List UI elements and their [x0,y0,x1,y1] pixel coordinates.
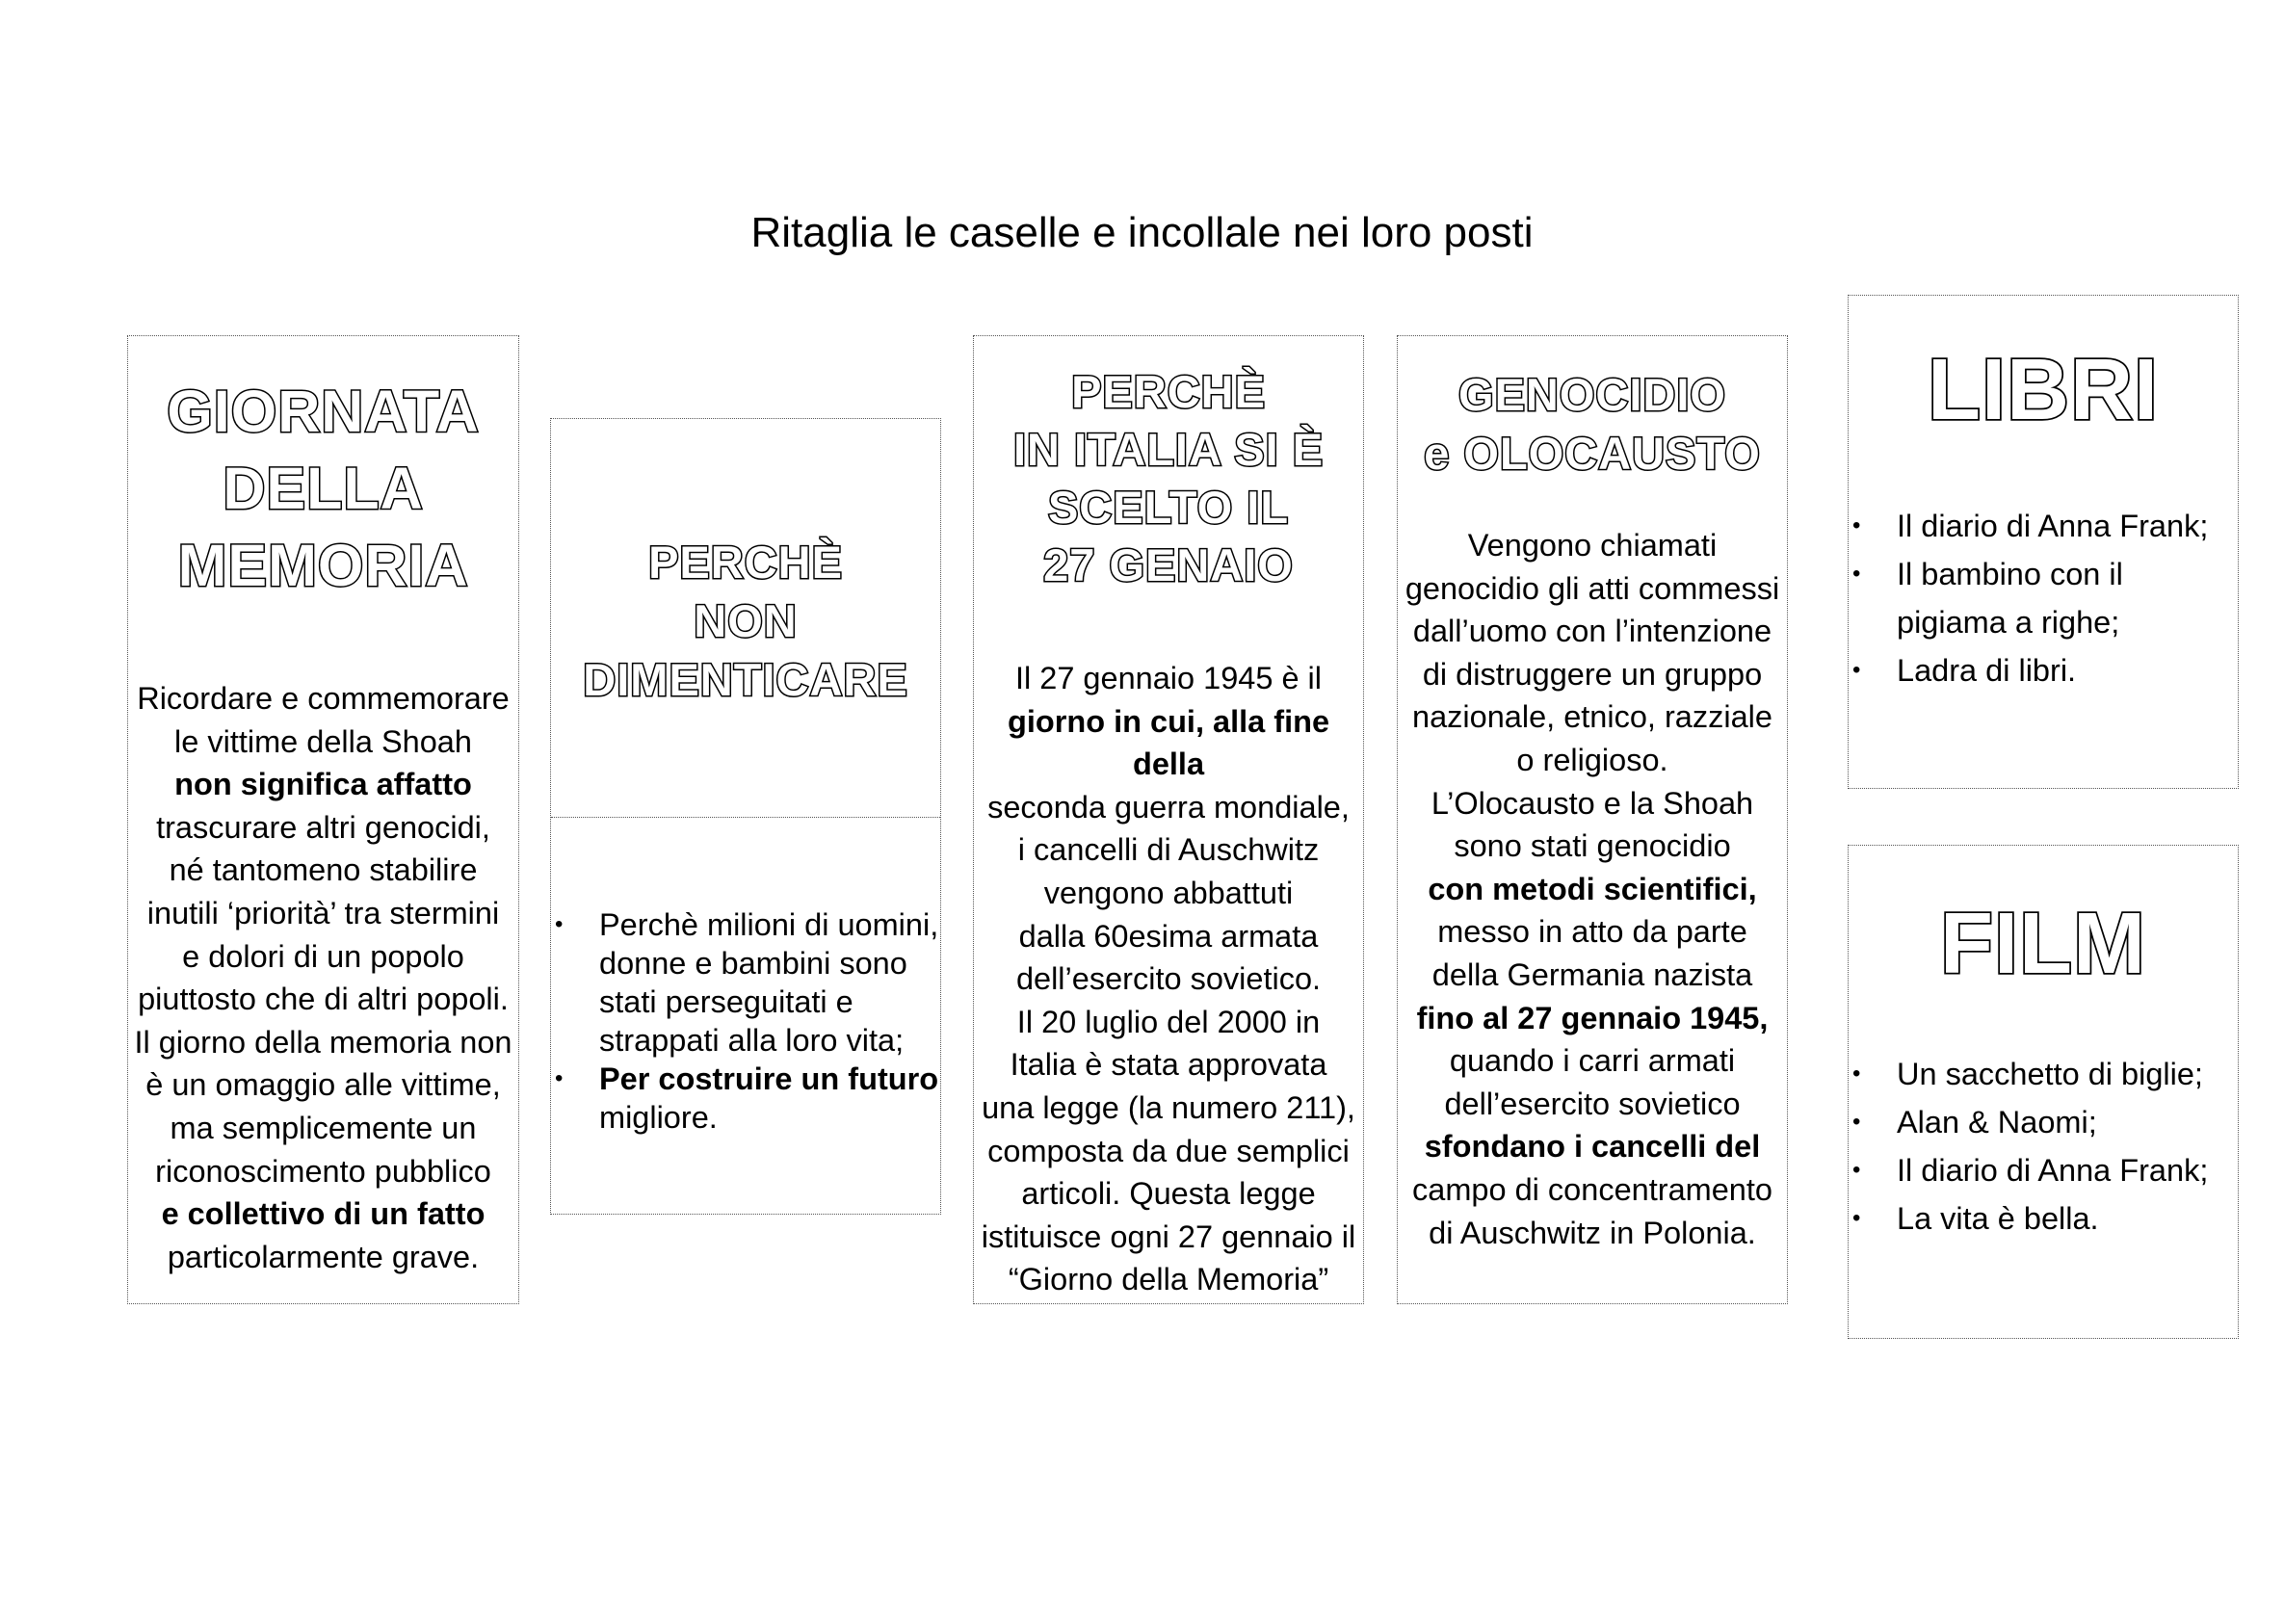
card-film [1848,845,2239,1339]
body-line: o religioso. [1516,742,1668,777]
list-item [1849,646,2238,694]
bullet-icon: • [1852,657,1861,683]
body-line: composta da due semplici [987,1133,1350,1168]
card-heading [551,533,940,709]
list-item [551,905,940,1060]
card-heading [128,373,518,604]
list-item [551,1060,940,1137]
body-line: dall’uomo con l’intenzione [1412,614,1772,649]
body-line: seconda guerra mondiale, [987,789,1350,825]
bullet-icon: • [1852,1061,1861,1087]
list-item [1849,1098,2238,1146]
body-line: non significa affatto [174,767,472,802]
card-heading [974,363,1363,594]
body-line: trascurare altri genocidi, [156,809,490,845]
heading-line: 27 GENAIO [1043,539,1294,590]
body-line: dell’esercito sovietico [1444,1086,1741,1121]
item-text: Il diario di Anna Frank; [1897,509,2209,543]
card-libri [1848,295,2239,789]
body-line: le vittime della Shoah [174,723,472,759]
body-line: di Auschwitz in Polonia. [1429,1215,1756,1250]
body-line: una legge (la numero 211), [982,1089,1355,1125]
body-line: dalla 60esima armata [1018,918,1319,954]
card-body [974,657,1363,1301]
body-line: fino al 27 gennaio 1945, [1416,1000,1769,1035]
bullet-icon: • [555,1065,564,1091]
body-line: L’Olocausto e la Shoah [1431,785,1754,821]
body-line: e dolori di un popolo [182,938,464,974]
heading-line: PERCHÈ [648,537,843,588]
item-text: Alan & Naomi; [1897,1105,2097,1139]
list-item [1849,1050,2238,1098]
item-text: La vita è bella. [1897,1201,2099,1236]
item-text: Ladra di libri. [1897,653,2077,688]
card-heading: FILM [1940,896,2146,992]
body-line: Ricordare e commemorare [137,681,510,716]
body-line: “Giorno della Memoria” [1008,1262,1329,1297]
body-line: né tantomeno stabilire [169,852,478,888]
item-text: Il diario di Anna Frank; [1897,1153,2209,1188]
body-line: i cancelli di Auschwitz [1017,832,1320,868]
item-line: migliore. [599,1100,718,1135]
card-giornata-della-memoria [127,335,519,1304]
body-line: Italia è stata approvata [1010,1047,1327,1083]
heading-line: NON [694,595,798,646]
body-line: quando i carri armati [1449,1043,1736,1079]
list-item [1849,550,2238,598]
body-line: e collettivo di un fatto [161,1196,486,1232]
body-line: campo di concentramento [1412,1171,1772,1207]
films-list [1849,1050,2238,1243]
body-line: particolarmente grave. [167,1239,480,1274]
bullet-icon: • [1852,561,1861,587]
list-item [1849,1146,2238,1194]
item-text: Il bambino con il [1897,557,2123,591]
card-genocidio-olocausto [1397,335,1788,1304]
body-line: istituisce ogni 27 gennaio il [981,1218,1356,1254]
body-line: vengono abbattuti [1043,875,1294,910]
heading-line: GENOCIDIO [1458,369,1726,420]
list-item [1849,598,2238,646]
body-line: Il 27 gennaio 1945 è il [1014,661,1323,695]
item-text: Un sacchetto di biglie; [1897,1057,2203,1091]
body-line: di distruggere un gruppo [1422,656,1763,692]
body-line: giorno in cui, alla fine della [1007,703,1330,782]
body-line: con metodi scientifici, [1428,871,1757,906]
card-body [1398,524,1787,1254]
bullet-icon: • [555,911,564,937]
body-line: inutili ‘priorità’ tra stermini [146,895,500,930]
card-body [128,677,518,1278]
heading-line: DIMENTICARE [583,654,908,705]
body-line: riconoscimento pubblico [155,1153,491,1189]
body-line: genocidio gli atti commessi [1405,570,1780,606]
heading-line: IN ITALIA SI È [1012,424,1325,475]
item-line: strappati alla loro vita; [599,1023,905,1058]
item-line: donne e bambini sono [599,946,907,981]
bullet-icon: • [1852,1205,1861,1231]
heading-line: SCELTO IL [1047,482,1290,533]
card-perche-27-gennaio [973,335,1364,1304]
heading-line: DELLA [223,456,424,521]
body-line: è un omaggio alle vittime, [145,1067,501,1103]
body-line: sfondano i cancelli del [1424,1129,1761,1165]
item-line: stati perseguitati e [599,984,853,1019]
card-heading: LIBRI [1928,342,2159,438]
body-line: ma semplicemente un [170,1110,477,1145]
body-line: Il 20 luglio del 2000 in [1016,1004,1321,1039]
body-line: dell’esercito sovietico. [1015,961,1322,997]
cut-line [551,817,940,818]
heading-line: GIORNATA [167,379,480,444]
bullet-icon: • [1852,1157,1861,1183]
body-line: Il giorno della memoria non [134,1024,512,1060]
card-heading [1398,365,1787,483]
list-item [1849,502,2238,550]
heading-line: MEMORIA [177,533,469,598]
list-item [1849,1194,2238,1243]
books-list [1849,502,2238,694]
heading-line: e OLOCAUSTO [1424,428,1761,479]
item-line: Perchè milioni di uomini, [599,907,939,942]
reasons-list [551,905,940,1137]
bullet-icon: • [1852,512,1861,538]
body-line: della Germania nazista [1431,956,1753,992]
item-text: pigiama a righe; [1897,605,2120,640]
body-line: articoli. Questa legge [1021,1176,1316,1212]
body-line: messo in atto da parte [1437,914,1747,950]
body-line: piuttosto che di altri popoli. [138,982,509,1017]
card-perche-non-dimenticare [550,418,941,1215]
page-title: Ritaglia le caselle e incollale nei loro posti [750,209,1534,256]
heading-line: PERCHÈ [1071,366,1266,417]
body-line: Vengono chiamati [1467,528,1718,563]
bullet-icon: • [1852,1109,1861,1135]
body-line: sono stati genocidio [1454,828,1731,864]
body-line: nazionale, etnico, razziale [1412,699,1772,735]
item-line: Per costruire un futuro [599,1061,939,1096]
